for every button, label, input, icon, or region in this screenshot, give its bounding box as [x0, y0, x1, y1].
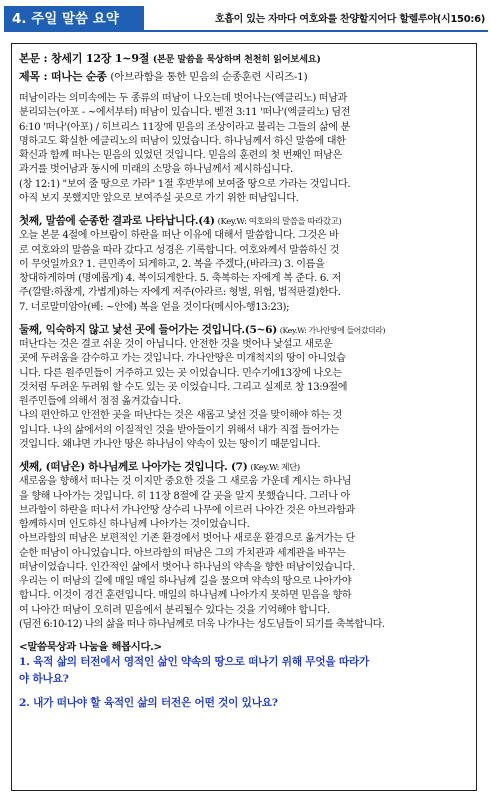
section-1-line: 창대하게하며 (명예롭게) 4. 복이되게한다. 5. 축복하는 자에게 복 준다. 6. 저 — [19, 273, 342, 284]
section-title: 4. 주일 말씀 요약 — [12, 11, 119, 27]
section-3 — [19, 460, 469, 632]
section-2-line: 것입니다. 왜냐면 가나안 땅은 하나님이 약속이 있는 땅이기 때문입니다. — [19, 438, 321, 450]
header-underline — [4, 30, 488, 32]
intro-line: (창 12:1) "보여 줄 땅으로 가라" 1절 후반부에 보여줄 땅으로 가라는 것입니다. — [19, 178, 351, 190]
summary-box — [11, 43, 477, 791]
section-3-line: 아브라함의 떠남은 보편적인 기존 환경에서 벗어나 새로운 환경으로 옮겨가는 단 — [19, 533, 355, 545]
section-header — [0, 0, 491, 34]
section-3-line: 브라함이 하란을 떠나서 가나안땅 상수리 나무에 이르러 나아간 것은 아브라함과 — [19, 504, 355, 516]
section-2-line: 것처럼 두려운 두려워 할 수도 있는 곳 이었습니다. 그리고 실제로 창 13:9절에 — [19, 381, 348, 393]
section-3-line: 을 향해 나아가는 것입니다. 히 11장 8절에 갈 곳을 알지 못했습니다. 그러나 아 — [19, 490, 350, 502]
section-3-key: (Key.W: 제단) — [250, 462, 300, 472]
section-1-line: 이 무엇일까요? 1. 큰민족이 되게하고, 2. 복을 주겠다,(바라크) 3. 이름을 — [19, 258, 325, 270]
intro-line: 분리되는(아포 - ~에서부터) 떠남이 있습니다. 벧전 3:11 '떠나'(엑클리노) 딤전 — [19, 107, 351, 119]
section-3-line: 떠남이었습니다. 인간적인 삶에서 벗어나 하나님의 약속을 향한 떠남이었습니다. — [19, 561, 355, 573]
section-1-line: 7. 너로말미암아(베: ~안에) 복을 얻을 것이다(메시아-행13:23); — [19, 301, 290, 313]
intro-line: 6:10 '떠나'(아포) / 히브리스 11장에 믿음의 조상이라고 불리는 그들의 삶에 분 — [19, 121, 350, 133]
section-3-line: (딤전 6:10-12) 나의 삶을 떠나 하나님께로 더욱 나가나는 성도님들이 되기를 축복합니다. — [19, 618, 385, 630]
section-3-line: 합니다. 이것이 경건 훈련입니다. 매일의 하나님께 나아가지 못하면 믿음을 향하 — [19, 590, 352, 602]
section-2-line: 떠난다는 것은 결코 쉬운 것이 아닙니다. 안전한 것을 벗어나 낯설고 새로운 — [19, 339, 333, 350]
section-3-line: 우리는 이 떠남의 길에 매일 매일 하나님께 길을 물으며 약속의 땅으로 나아가야 — [19, 576, 352, 587]
section-1 — [19, 214, 469, 315]
section-2-key: (Key.W: 가나안땅에 들어갔더라) — [279, 325, 386, 335]
section-1-heading — [19, 214, 469, 229]
sermon-title: 제목 : 떠나는 순종 — [19, 70, 107, 83]
passage-label: 본문 : 창세기 12장 1~9절 — [19, 52, 150, 65]
section-3-line: 순한 떠남이 아니었습니다. 아브라함의 떠남은 그의 가치관과 세계관을 바꾸는 — [19, 547, 346, 559]
passage-note: (본문 말씀을 묵상하며 천천히 읽어보세요) — [152, 54, 321, 65]
section-1-line: 주(깔랄:하찮게, 가볍게)하는 자에게 저주(아라르: 형벌, 위협, 법적판결)한다. — [19, 287, 341, 299]
discussion-question: 2. 내가 떠나야 할 육적인 삶의 터전은 어떤 것이 있나요? — [19, 697, 278, 710]
section-3-heading — [19, 460, 469, 475]
sermon-series: (아브라함을 통한 믿음의 순종훈련 시리즈-1) — [110, 71, 308, 83]
discussion-block — [19, 640, 469, 712]
section-3-line: 새로움을 향해서 떠나는 것 이지만 중요한 것을 그 새로움 가운데 계시는 하나님 — [19, 476, 352, 488]
discussion-question: 야 하나요? — [19, 673, 69, 686]
section-1-line: 로 여호와의 말씀을 따라 갔다고 성경은 기록합니다. 여호와께서 말씀하신 것 — [19, 244, 340, 256]
intro-line: 떠남이라는 의미속에는 두 종류의 떠남이 나오는데 벗어나는(엑클리노) 떠남과 — [19, 93, 348, 104]
section-1-title: 첫째, 말씀에 순종한 결과로 나타납니다.(4) — [19, 215, 215, 227]
discussion-heading: <말씀묵상과 나눔을 해봅시다.> — [19, 641, 162, 653]
section-2-line: 곳에 두려움을 감수하고 가는 것입니다. 가나안땅은 미개척지의 땅이 아니었습 — [19, 353, 346, 365]
section-2-heading — [19, 323, 469, 338]
header-verse: 호흡이 있는 자마다 여호와를 찬양할지어다 할렐루야(시150:6) — [214, 14, 485, 25]
section-2-title: 둘째, 익숙하지 않고 낯선 곳에 들어가는 것입니다.(5~6) — [19, 323, 277, 336]
section-2 — [19, 323, 469, 452]
section-2-line: 니다. 다른 원주민들이 거주하고 있는 곳 이었습니다. 민수기에13장에 나오는 — [19, 367, 342, 379]
intro-paragraph — [19, 92, 469, 206]
sermon-title-line — [19, 68, 469, 86]
section-2-line: 입니다. 나의 삶에서의 이질적인 것을 받아들이기 위해서 내가 직접 들어가는 — [19, 424, 340, 436]
intro-line: 확신과 함께 떠나는 믿음의 있었던 것입니다. 믿음의 훈련의 첫 번째인 떠남은 — [19, 150, 342, 161]
intro-line: 명하고도 확실한 에클리노의 떠남이 있었습니다. 하나님께서 하신 말씀에 대한 — [19, 135, 346, 147]
section-3-line: 여 나아간 떠남이 오히려 믿음에서 분리될수 있다는 것을 기억해야 합니다. — [19, 604, 330, 616]
section-1-line: 오늘 본문 4절에 아브람이 하란을 떠난 이유에 대해서 말씀합니다. 그것은 바 — [19, 230, 339, 242]
intro-line: 아직 보지 못했지만 앞으로 보여주실 곳으로 가기 위한 떠남입니다. — [19, 192, 299, 204]
section-2-line: 원주민들에 의해서 점점 옮겨갔습니다. — [19, 396, 181, 407]
section-1-key: (Key.W: 여호와의 말씀을 따라갔고) — [217, 216, 342, 226]
discussion-question: 1. 육적 삶의 터전에서 영적인 삶인 약속의 땅으로 떠나기 위해 무엇을 따라가 — [19, 656, 370, 669]
section-3-line: 함께하시며 인도하신 하나님께 나아가는 것이었습니다. — [19, 519, 250, 530]
passage-line — [19, 50, 469, 68]
section-3-title: 셋째, (떠남은) 하나님께로 나아가는 것입니다. (7) — [19, 461, 248, 473]
intro-line: 과거를 벗어남과 동시에 미래의 소망을 하나님께서 제시하십니다. — [19, 164, 293, 176]
section-2-line: 나의 편안하고 안전한 곳을 떠난다는 것은 새롭고 낯선 것을 맞이해야 하는 것 — [19, 410, 342, 422]
